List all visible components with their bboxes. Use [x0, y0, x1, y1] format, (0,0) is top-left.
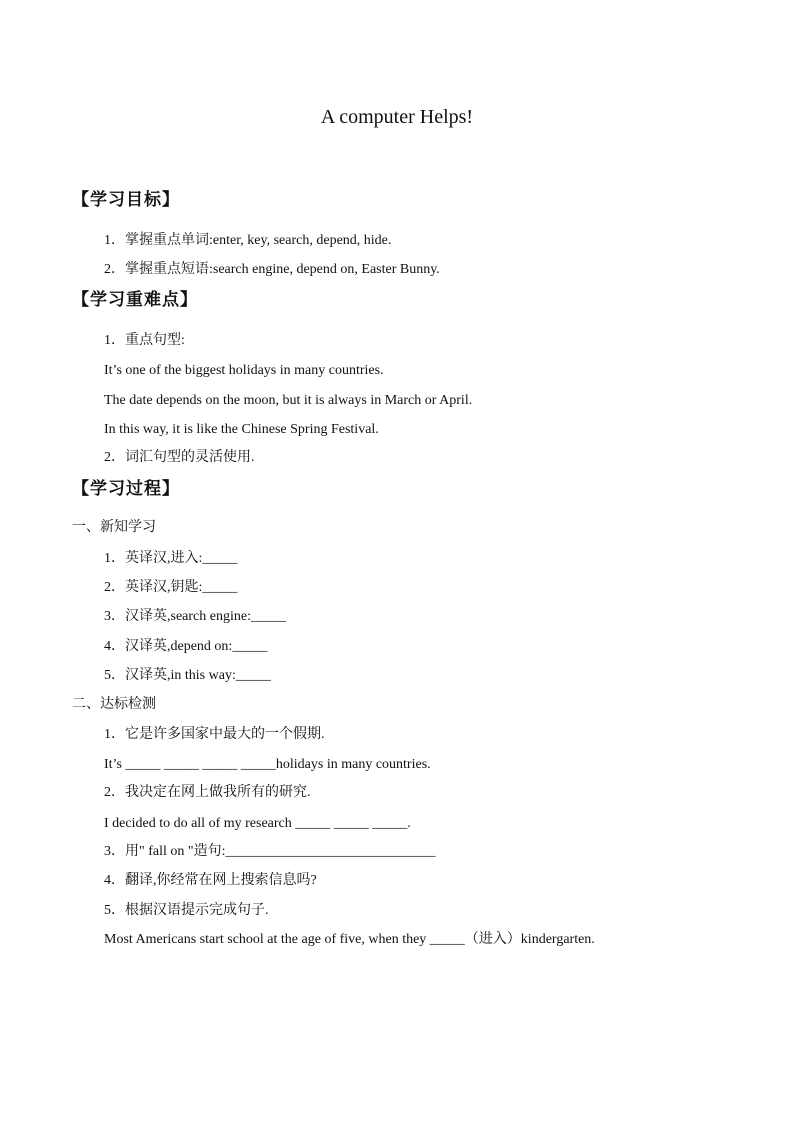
test-item: Most Americans start school at the age of five, when they _____（进入）kindergarten.	[104, 932, 595, 947]
test-item: 4．翻译,你经常在网上搜索信息吗?	[104, 873, 317, 888]
test-item: 5．根据汉语提示完成句子.	[104, 903, 269, 918]
key-point-item: 2．词汇句型的灵活使用.	[104, 450, 255, 465]
exercise-item: 4．汉译英,depend on:_____	[104, 639, 268, 654]
key-point-item: 1．重点句型:	[104, 333, 185, 348]
test-item: 2．我决定在网上做我所有的研究.	[104, 785, 311, 800]
test-item: 3．用" fall on "造句:______________________________	[104, 844, 436, 859]
key-sentence: In this way, it is like the Chinese Spring Festival.	[104, 422, 379, 437]
exercise-item: 2．英译汉,钥匙:_____	[104, 580, 238, 595]
test-item: It’s _____ _____ _____ _____holidays in many countries.	[104, 757, 431, 772]
test-item: 1．它是许多国家中最大的一个假期.	[104, 727, 325, 742]
goal-item: 1．掌握重点单词:enter, key, search, depend, hide.	[104, 233, 392, 248]
section-heading-key-points: 【学习重难点】	[72, 290, 198, 310]
key-sentence: It’s one of the biggest holidays in many countries.	[104, 363, 384, 378]
section-heading-process: 【学习过程】	[72, 479, 180, 499]
test-item: I decided to do all of my research _____ _____ _____.	[104, 816, 411, 831]
key-sentence: The date depends on the moon, but it is always in March or April.	[104, 393, 473, 408]
goal-item: 2．掌握重点短语:search engine, depend on, Easter Bunny.	[104, 262, 440, 277]
exercise-item: 5．汉译英,in this way:_____	[104, 668, 271, 683]
part2-title: 二、达标检测	[72, 697, 156, 712]
exercise-item: 1．英译汉,进入:_____	[104, 551, 238, 566]
page-title: A computer Helps!	[320, 106, 474, 128]
section-heading-goals: 【学习目标】	[72, 190, 180, 210]
exercise-item: 3．汉译英,search engine:_____	[104, 609, 286, 624]
part1-title: 一、新知学习	[72, 520, 156, 535]
